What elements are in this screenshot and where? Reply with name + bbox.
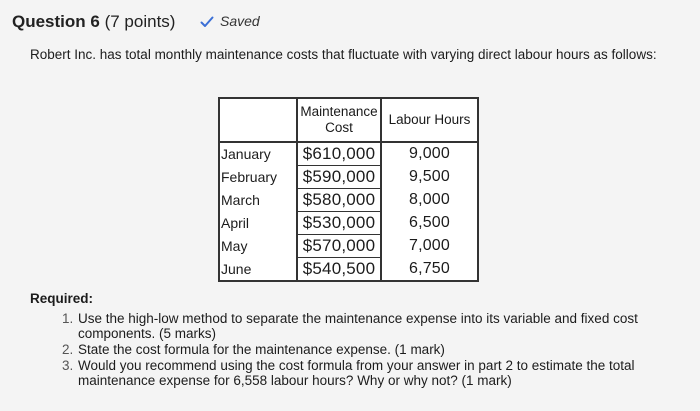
month-cell: January — [219, 142, 297, 166]
hours-cell: 8,000 — [381, 189, 478, 212]
table-row — [219, 258, 478, 282]
required-heading: Required: — [30, 291, 94, 306]
hours-cell: 6,500 — [381, 212, 478, 235]
hours-cell: 9,000 — [381, 142, 478, 166]
required-item-number: 2. — [62, 342, 74, 357]
month-cell: April — [219, 212, 297, 235]
question-points: (7 points) — [104, 12, 176, 31]
header-month — [219, 98, 297, 142]
header-labour-hours: Labour Hours — [381, 98, 478, 142]
cost-cell: $610,000 — [297, 142, 381, 166]
month-cell: March — [219, 189, 297, 212]
header-maintenance-cost: Maintenance Cost — [297, 98, 381, 142]
cost-cell: $540,500 — [297, 258, 381, 282]
check-icon — [200, 15, 214, 27]
table-row — [219, 189, 478, 212]
hours-cell: 9,500 — [381, 166, 478, 189]
required-item — [62, 358, 682, 388]
table-body — [219, 142, 478, 281]
table-row — [219, 142, 478, 166]
table-row — [219, 212, 478, 235]
table-row — [219, 235, 478, 258]
maintenance-cost-table — [218, 97, 479, 282]
cost-cell: $570,000 — [297, 235, 381, 258]
cost-cell: $580,000 — [297, 189, 381, 212]
table-header-row — [219, 98, 478, 142]
question-title — [12, 12, 175, 32]
month-cell: February — [219, 166, 297, 189]
required-item-text: State the cost formula for the maintenance expense. (1 mark) — [78, 342, 445, 357]
question-label: Question 6 — [12, 12, 100, 31]
required-list — [62, 311, 682, 389]
required-item-text: Would you recommend using the cost formula from your answer in part 2 to estimate the total maintenance expense for 6,558 labour hours? Why or why not? (1 mark) — [78, 358, 635, 388]
question-intro: Robert Inc. has total monthly maintenance costs that fluctuate with varying direct labour hours as follows: — [30, 47, 657, 62]
cost-cell: $530,000 — [297, 212, 381, 235]
month-cell: June — [219, 258, 297, 282]
saved-label: Saved — [220, 13, 260, 29]
hours-cell: 6,750 — [381, 258, 478, 282]
cost-cell: $590,000 — [297, 166, 381, 189]
table-row — [219, 166, 478, 189]
saved-status — [200, 13, 260, 29]
required-item — [62, 342, 682, 357]
required-item — [62, 311, 682, 341]
question-header — [0, 0, 700, 40]
month-cell: May — [219, 235, 297, 258]
required-item-number: 3. — [62, 358, 74, 373]
required-item-text: Use the high-low method to separate the maintenance expense into its variable and fixed cost components. (5 marks) — [78, 311, 638, 341]
hours-cell: 7,000 — [381, 235, 478, 258]
required-item-number: 1. — [62, 311, 74, 326]
